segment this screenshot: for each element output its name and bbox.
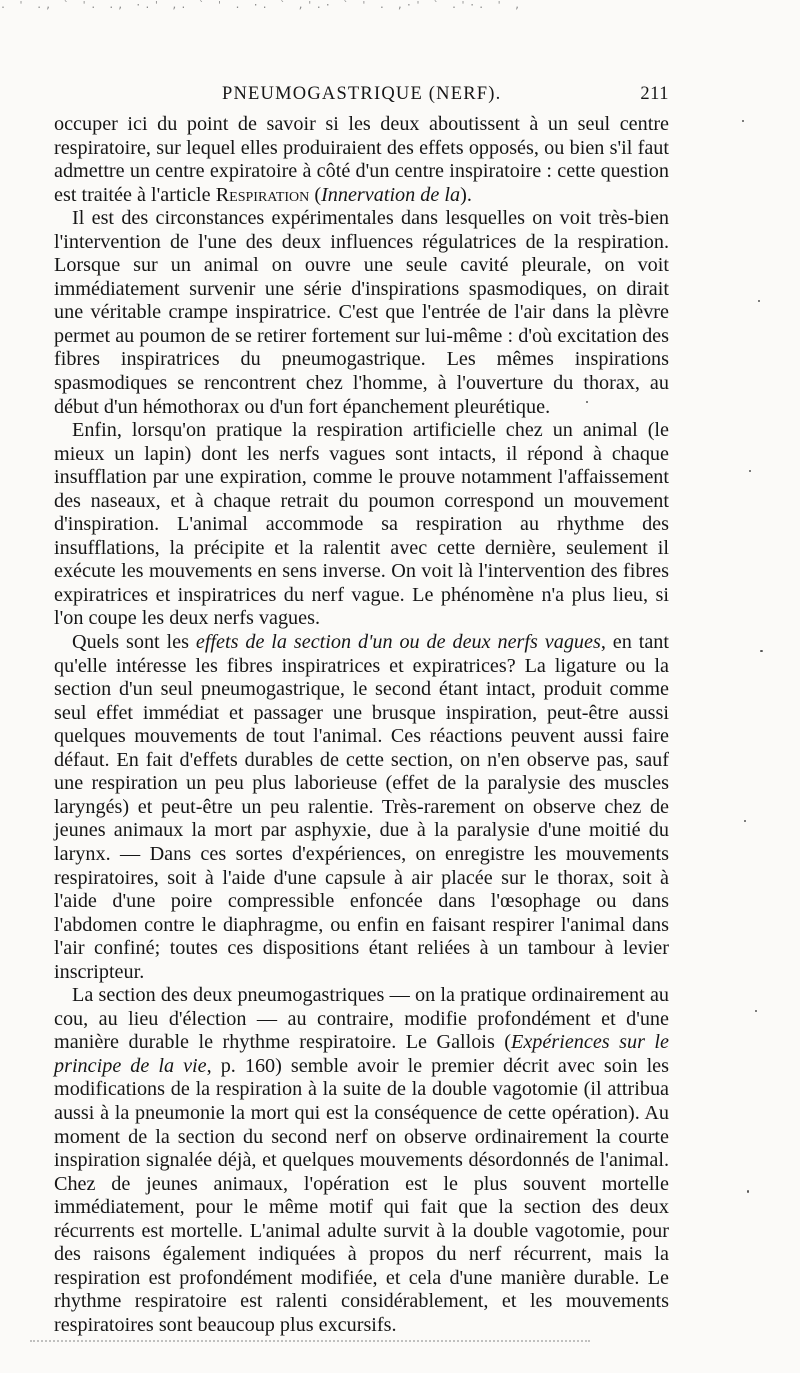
scan-speck xyxy=(742,120,744,122)
page-number: 211 xyxy=(640,84,669,104)
scan-speck xyxy=(586,401,588,403)
paragraph-1-text-c: ). xyxy=(460,183,472,206)
body-text xyxy=(54,113,669,1337)
paragraph-5 xyxy=(54,984,669,1337)
paragraph-5-text-a: La section des deux pneumogastriques — on la pratique ordinairement au cou, au lieu d'élection — au contraire, modifie profondément et d'une manière durable le rhythme respiratoire. Le Gallois ( xyxy=(54,984,669,1054)
paragraph-1-text-a: occuper ici du point de savoir si les deux aboutissent à un seul centre respiratoire, sur lequel elles produiraient des effets opposés, ou bien s'il faut admettre un centre expiratoire à côté d'un centre inspiratoire : cette question est traitée à l'article xyxy=(54,113,669,206)
scan-speck xyxy=(760,650,763,652)
scan-speck xyxy=(755,1010,757,1012)
article-reference: Respiration xyxy=(215,183,310,206)
header-title: PNEUMOGASTRIQUE (NERF). xyxy=(222,84,502,104)
running-header xyxy=(54,84,669,110)
scan-noise-bottom xyxy=(30,1326,590,1342)
scan-speck xyxy=(747,1190,749,1193)
paragraph-4-text-b: , en tant qu'elle intéresse les fibres inspiratrices et expiratrices? La ligature ou la section d'un seul pneumogastrique, le second étant intact, produit comme seul effet immédiat et passager une brusque inspiration, peut-être aussi quelques mouvements de tout l'animal. Ces réactions peuvent aussi faire défaut. En fait d'effets durables de cette section, on n'en observe pas, sauf une respiration un peu plus laborieuse (effet de la paralysie des muscles laryngés) et peut-être un peu ralentie. Très-rarement on observe chez de jeunes animaux la mort par asphyxie, due à la paralysie d'une moitié du larynx. — Dans ces sortes d'expériences, on enregistre les mouvements respiratoires, soit à l'aide d'une capsule à air placée sur le thorax, soit à l'aide d'une poire compressible enfoncée dans l'œsophage ou dans l'abdomen contre le diaphragme, ou enfin en faisant respirer l'animal dans l'air confiné; toutes ces dispositions étant reliées à un tambour à levier inscripteur. xyxy=(54,631,669,983)
paragraph-2: Il est des circonstances expérimentales dans lesquelles on voit très-bien l'intervention de l'une des deux influences régulatrices de la respiration. Lorsque sur un animal on ouvre une seule cavité pleurale, on voit immédiatement survenir une série d'inspirations spasmodiques, on dirait une véritable crampe inspiratrice. C'est que l'entrée de l'air dans la plèvre permet au poumon de se retirer fortement sur lui-même : d'où excitation des fibres inspiratrices du pneumogastrique. Les mêmes inspirations spasmodiques se rencontrent chez l'homme, à l'ouverture du thorax, au début d'un hémothorax ou d'un fort épanchement pleurétique. xyxy=(54,207,669,418)
article-subtitle: Innervation de la xyxy=(321,183,461,206)
paragraph-4-text-a: Quels sont les xyxy=(72,631,196,654)
paragraph-1-text-b: ( xyxy=(309,183,322,206)
paragraph-1 xyxy=(54,113,669,207)
scan-speck xyxy=(744,820,746,822)
paragraph-4-italic: effets de la section d'un ou de deux nerfs vagues xyxy=(195,631,601,654)
book-title-reference: Expériences sur le principe de la vie xyxy=(54,1031,669,1077)
scan-speck xyxy=(749,470,751,472)
paragraph-4 xyxy=(54,631,669,984)
paragraph-3: Enfin, lorsqu'on pratique la respiration artificielle chez un animal (le mieux un lapin) dont les nerfs vagues sont intacts, il répond à chaque insufflation par une expiration, comme le prouve notamment l'affaissement des naseaux, et à chaque retrait du poumon correspond un mouvement d'inspiration. L'animal accommode sa respiration au rhythme des insufflations, la précipite et la ralentit avec cette dernière, seulement il exécute les mouvements en sens inverse. On voit là l'intervention des fibres expiratrices et inspiratrices du nerf vague. Le phénomène n'a plus lieu, si l'on coupe les deux nerfs vagues. xyxy=(54,419,669,630)
scan-speck xyxy=(758,300,760,302)
scan-noise-top: . ' ., ` '. ., ·.' ,. ` ' . ·. ` ,'.· ` ' . ,·' ` .'·. ' , xyxy=(0,0,524,11)
paragraph-5-text-b: , p. 160) semble avoir le premier décrit avec soin les modifications de la respiration à la suite de la double vagotomie (il attribua aussi à la pneumonie la mort qui est la conséquence de cette opération). Au moment de la section du second nerf on observe ordinairement la courte inspiration signalée déjà, et quelques mouvements désordonnés de l'animal. Chez de jeunes animaux, l'opération est le plus souvent mortelle immédiatement, pour le même motif qui fait que la section des deux récurrents est mortelle. L'animal adulte survit à la double vagotomie, pour des raisons également indiquées à propos du nerf récurrent, mais la respiration est profondément modifiée, et cela d'une manière durable. Le rhythme respiratoire est ralenti considérablement, et les mouvements respiratoires sont beaucoup plus excursifs. xyxy=(54,1054,670,1336)
